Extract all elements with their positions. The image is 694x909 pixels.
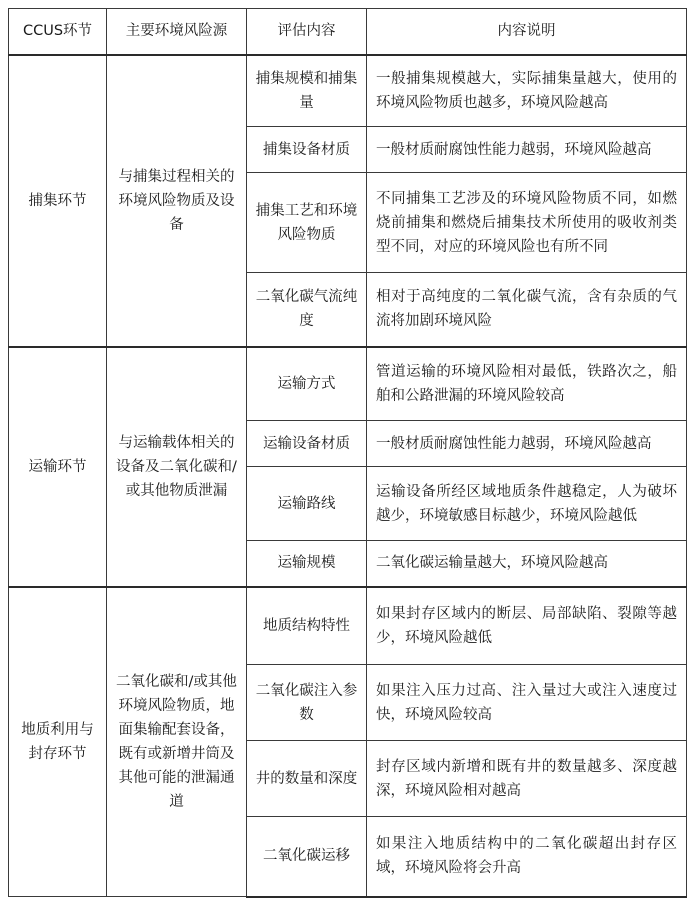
description-cell: 管道运输的环境风险相对最低，铁路次之，船舶和公路泄漏的环境风险较高 bbox=[367, 347, 687, 421]
assessment-item-cell: 二氧化碳气流纯度 bbox=[247, 273, 367, 347]
assessment-item-cell: 捕集规模和捕集量 bbox=[247, 55, 367, 127]
assessment-item-cell: 运输方式 bbox=[247, 347, 367, 421]
stage-cell: 运输环节 bbox=[9, 347, 107, 587]
assessment-item-cell: 捕集设备材质 bbox=[247, 127, 367, 173]
header-assessment-item: 评估内容 bbox=[247, 9, 367, 55]
assessment-item-cell: 捕集工艺和环境风险物质 bbox=[247, 173, 367, 273]
description-cell: 二氧化碳运输量越大，环境风险越高 bbox=[367, 541, 687, 587]
table-row bbox=[9, 587, 687, 665]
assessment-item-cell: 二氧化碳运移 bbox=[247, 817, 367, 897]
risk-source-cell: 二氧化碳和/或其他环境风险物质，地面集输配套设备，既有或新增井筒及其他可能的泄漏通道 bbox=[107, 587, 247, 897]
description-cell: 不同捕集工艺涉及的环境风险物质不同，如燃烧前捕集和燃烧后捕集技术所使用的吸收剂类型不同，对应的环境风险也有所不同 bbox=[367, 173, 687, 273]
ccus-risk-table bbox=[8, 8, 687, 898]
description-cell: 一般材质耐腐蚀性能力越弱，环境风险越高 bbox=[367, 127, 687, 173]
description-cell: 如果封存区域内的断层、局部缺陷、裂隙等越少，环境风险越低 bbox=[367, 587, 687, 665]
description-cell: 一般捕集规模越大，实际捕集量越大，使用的环境风险物质也越多，环境风险越高 bbox=[367, 55, 687, 127]
assessment-item-cell: 运输规模 bbox=[247, 541, 367, 587]
risk-source-cell: 与运输载体相关的设备及二氧化碳和/或其他物质泄漏 bbox=[107, 347, 247, 587]
table-body bbox=[9, 55, 687, 897]
table-row bbox=[9, 347, 687, 421]
header-ccus-stage: CCUS环节 bbox=[9, 9, 107, 55]
description-cell: 如果注入地质结构中的二氧化碳超出封存区域，环境风险将会升高 bbox=[367, 817, 687, 897]
assessment-item-cell: 二氧化碳注入参数 bbox=[247, 665, 367, 741]
description-cell: 相对于高纯度的二氧化碳气流，含有杂质的气流将加剧环境风险 bbox=[367, 273, 687, 347]
table-header bbox=[9, 9, 687, 55]
stage-cell: 地质利用与封存环节 bbox=[9, 587, 107, 897]
assessment-item-cell: 井的数量和深度 bbox=[247, 741, 367, 817]
header-risk-source: 主要环境风险源 bbox=[107, 9, 247, 55]
header-description: 内容说明 bbox=[367, 9, 687, 55]
assessment-item-cell: 运输设备材质 bbox=[247, 421, 367, 467]
stage-cell: 捕集环节 bbox=[9, 55, 107, 347]
description-cell: 一般材质耐腐蚀性能力越弱，环境风险越高 bbox=[367, 421, 687, 467]
table-row bbox=[9, 55, 687, 127]
assessment-item-cell: 地质结构特性 bbox=[247, 587, 367, 665]
description-cell: 封存区域内新增和既有井的数量越多、深度越深，环境风险相对越高 bbox=[367, 741, 687, 817]
risk-source-cell: 与捕集过程相关的环境风险物质及设备 bbox=[107, 55, 247, 347]
header-row bbox=[9, 9, 687, 55]
description-cell: 如果注入压力过高、注入量过大或注入速度过快，环境风险较高 bbox=[367, 665, 687, 741]
assessment-item-cell: 运输路线 bbox=[247, 467, 367, 541]
description-cell: 运输设备所经区域地质条件越稳定，人为破坏越少，环境敏感目标越少，环境风险越低 bbox=[367, 467, 687, 541]
